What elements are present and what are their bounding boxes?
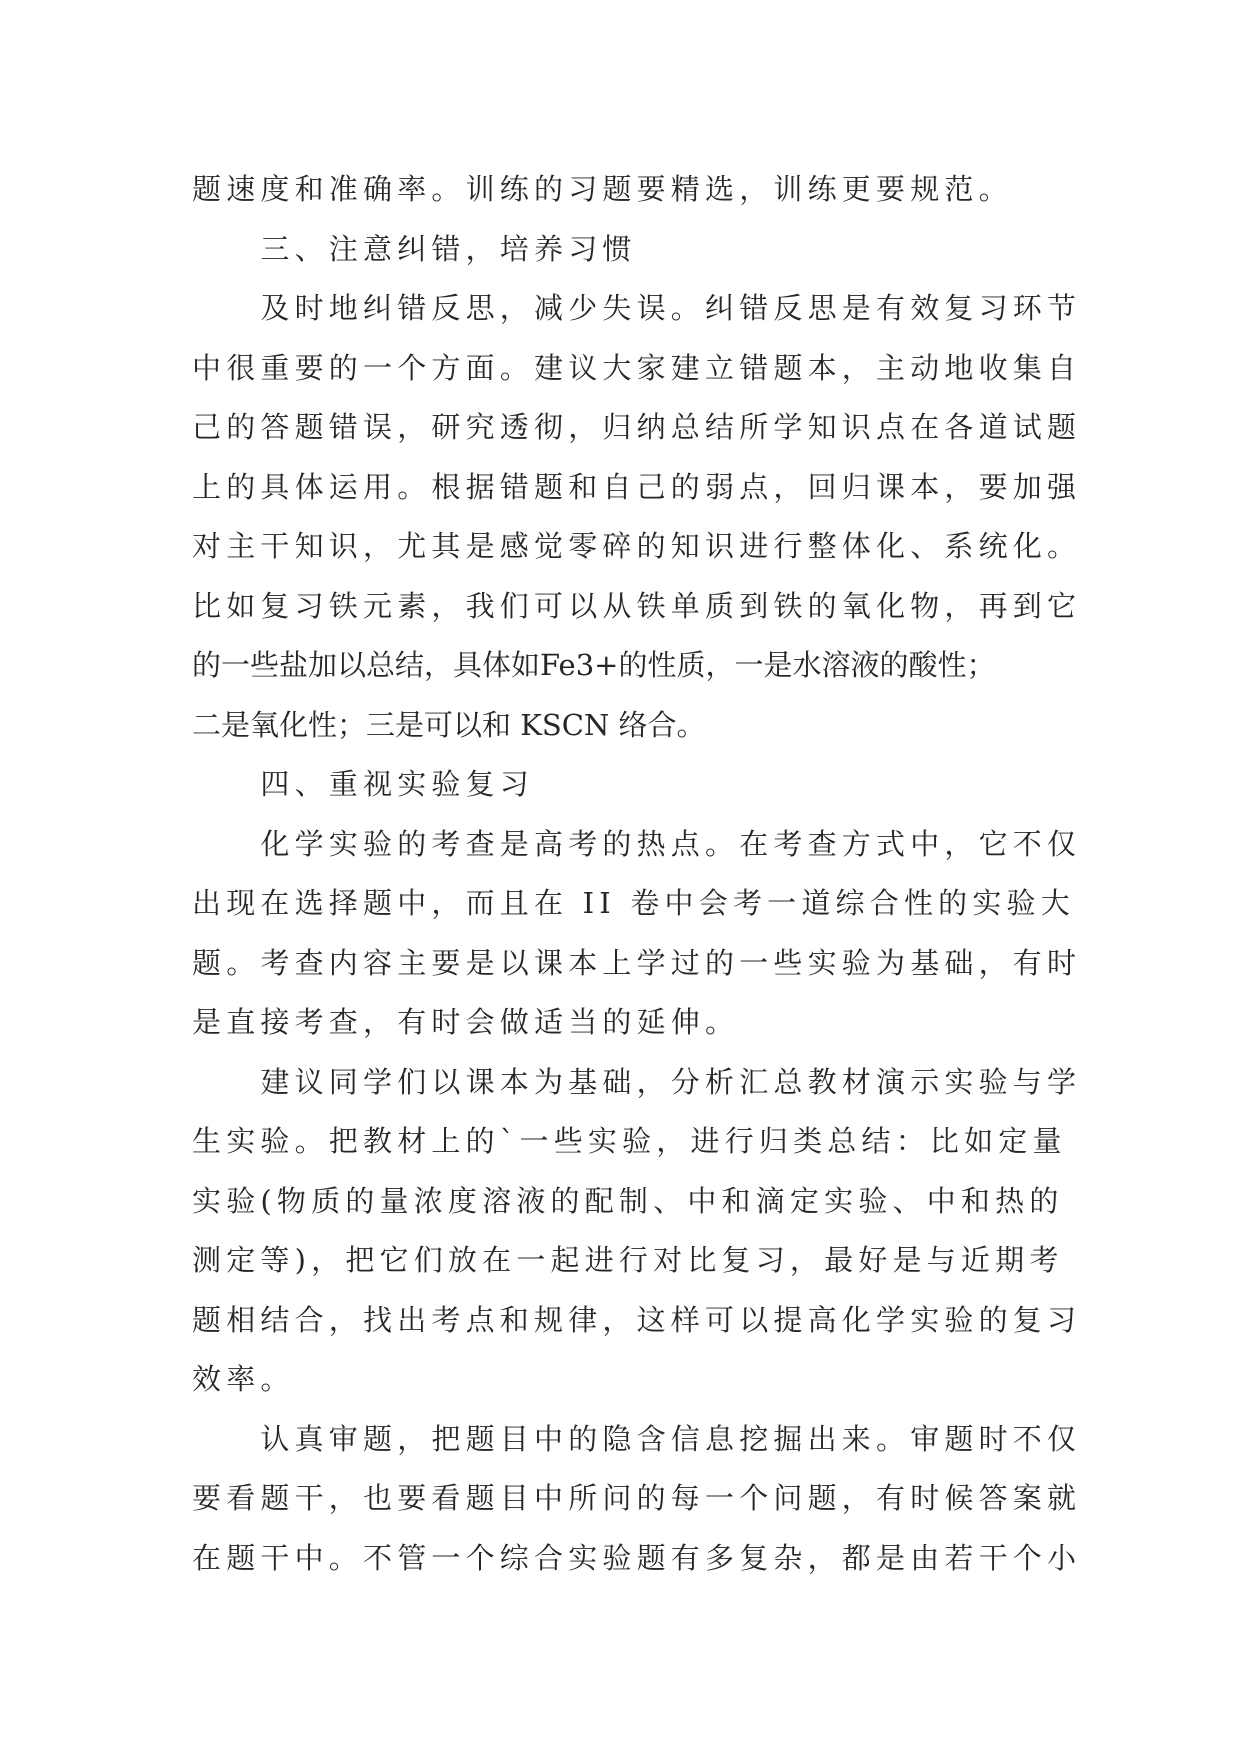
text-line: 题速度和准确率。训练的习题要精选，训练更要规范。 — [192, 172, 1013, 206]
text-line: 出现在选择题中，而且在 II 卷中会考一道综合性的实验大 — [192, 886, 1075, 920]
text-line: 的一些盐加以总结，具体如Fe3+的性质，一是水溶液的酸性； — [192, 648, 996, 682]
text-line: 及时地纠错反思，减少失误。纠错反思是有效复习环节 — [192, 291, 1082, 325]
text-line: 认真审题，把题目中的隐含信息挖掘出来。审题时不仅 — [192, 1421, 1082, 1456]
text-line: 上的具体运用。根据错题和自己的弱点，回归课本，要加强 — [192, 469, 1082, 504]
text-line: 题。考查内容主要是以课本上学过的一些实验为基础，有时 — [192, 945, 1082, 980]
text-line: 比如复习铁元素，我们可以从铁单质到铁的氧化物，再到它 — [192, 588, 1082, 623]
text-line: 在题干中。不管一个综合实验题有多复杂，都是由若干个小 — [192, 1540, 1082, 1575]
text-line: 实验(物质的量浓度溶液的配制、中和滴定实验、中和热的 — [192, 1183, 1064, 1218]
text-line: 要看题干，也要看题目中所问的每一个问题，有时候答案就 — [192, 1481, 1082, 1515]
body-text — [192, 160, 1082, 1588]
section-heading: 四、重视实验复习 — [192, 767, 535, 801]
text-line: 对主干知识，尤其是感觉零碎的知识进行整体化、系统化。 — [192, 529, 1082, 563]
text-line: 建议同学们以课本为基础，分析汇总教材演示实验与学 — [192, 1064, 1082, 1099]
text-line: 化学实验的考查是高考的热点。在考查方式中，它不仅 — [192, 826, 1082, 861]
text-line: 二是氧化性；三是可以和 KSCN 络合。 — [192, 707, 706, 742]
text-line: 己的答题错误，研究透彻，归纳总结所学知识点在各道试题 — [192, 410, 1082, 444]
text-line: 中很重要的一个方面。建议大家建立错题本，主动地收集自 — [192, 350, 1082, 385]
section-heading: 三、注意纠错，培养习惯 — [192, 231, 637, 266]
text-line: 题相结合，找出考点和规律，这样可以提高化学实验的复习 — [192, 1302, 1082, 1337]
text-line: 效率。 — [192, 1362, 295, 1396]
text-line: 生实验。把教材上的`一些实验，进行归类总结：比如定量 — [192, 1124, 1067, 1158]
text-line: 是直接考查，有时会做适当的延伸。 — [192, 1005, 740, 1039]
text-line: 测定等)，把它们放在一起进行对比复习，最好是与近期考 — [192, 1243, 1064, 1277]
